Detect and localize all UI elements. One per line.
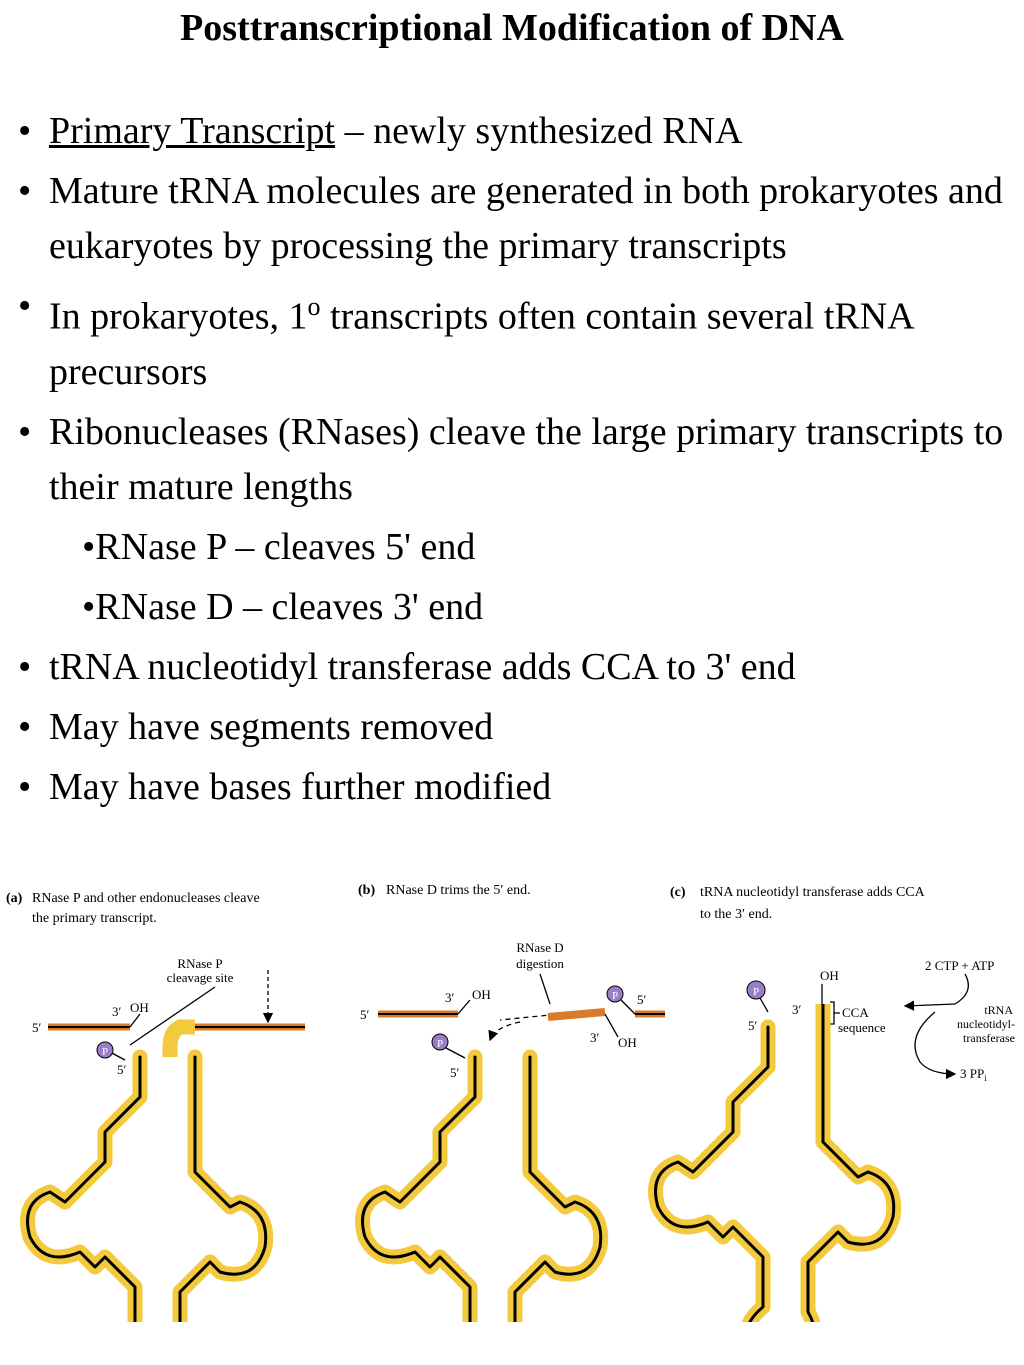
bullet-list	[18, 104, 1008, 815]
left-3-end: 3′	[445, 990, 455, 1005]
phosphate-trna-bond	[446, 1048, 465, 1058]
trna-5-end: 5′	[117, 1062, 127, 1077]
panel-b	[358, 883, 665, 1322]
primary-oh: OH	[130, 1000, 149, 1015]
digestion-pointer	[540, 974, 550, 1004]
right-oh: OH	[618, 1035, 637, 1050]
trna-5-end-b: 5′	[450, 1065, 460, 1080]
right-5-end: 5′	[637, 992, 647, 1007]
product-label: 3 $PP_i$	[960, 1066, 987, 1083]
panel-c-caption-line2: to the 3′ end.	[700, 907, 773, 922]
cca-label-line2: sequence	[838, 1020, 886, 1035]
panel-c	[656, 885, 1016, 1322]
panel-b-caption-line1: RNase D trims the 5′ end.	[386, 883, 531, 898]
trna-3-end-c: 3′	[792, 1002, 802, 1017]
oh-bond	[130, 1014, 140, 1027]
bullet-bases	[18, 760, 1008, 815]
rnase-d-label-line2: digestion	[516, 956, 564, 971]
enzyme-label-line2: nucleotidyl-	[957, 1017, 1015, 1031]
panel-a-caption-line1: RNase P and other endonucleases cleave	[32, 891, 260, 906]
primary-3-end: 3′	[112, 1004, 122, 1019]
primary-5-end: 5′	[32, 1020, 42, 1035]
bullet-text: May have bases further modified	[49, 765, 552, 808]
bullet-cca	[18, 640, 1008, 695]
trna-5-end-c: 5′	[748, 1018, 758, 1033]
phosphate-c-label: P	[752, 986, 760, 998]
panel-a	[6, 891, 305, 1322]
bullet-ribonucleases	[18, 405, 1008, 515]
bullet-text: Ribonucleases (RNases) cleave the large primary transcripts to their mature lengths	[49, 410, 1004, 508]
bullet-term: Primary Transcript	[49, 110, 336, 152]
substrate-arrow	[905, 974, 968, 1006]
phosphate-label: P	[101, 1046, 109, 1058]
cca-oh: OH	[820, 968, 839, 983]
trna-processing-figure	[0, 862, 1024, 1322]
rnase-d-label-line1: RNase D	[516, 940, 564, 955]
trna-cloverleaf-c	[656, 1027, 894, 1322]
enzyme-label-line3: transferase	[963, 1031, 1015, 1045]
bullet-text: – newly synthesized RNA	[335, 110, 743, 152]
rnase-p-site-label-line1: RNase P	[177, 956, 223, 971]
trailer-segment-b	[548, 1012, 605, 1017]
bullet-text: May have segments removed	[49, 705, 494, 748]
left-5-end: 5′	[360, 1007, 370, 1022]
bullet-text: •RNase P – cleaves 5' end	[82, 525, 476, 568]
panel-c-letter: (c)	[670, 885, 686, 900]
product-arrow	[915, 1012, 955, 1074]
trna-cloverleaf-a	[28, 1057, 266, 1322]
left-oh-bond	[458, 1000, 470, 1014]
substrates-label: 2 CTP + ATP	[925, 958, 995, 973]
left-oh: OH	[472, 987, 491, 1002]
bullet-text: tRNA nucleotidyl transferase adds CCA to 3' end	[49, 645, 796, 688]
enzyme-label-line1: tRNA	[984, 1003, 1013, 1017]
bullet-text: In prokaryotes, 1	[49, 295, 308, 338]
bullet-superscript: o	[307, 292, 321, 321]
sub-bullet-rnase-p	[18, 520, 1008, 575]
panel-b-letter: (b)	[358, 883, 376, 898]
right-oh-bond	[605, 1014, 618, 1037]
cca-label-line1: CCA	[842, 1005, 869, 1020]
phosphate-c-bond	[760, 998, 768, 1012]
bullet-mature-trna	[18, 164, 1008, 274]
bullet-text: transcripts often contain several tRNA precursors	[49, 295, 913, 393]
slide-title: Posttranscriptional Modification of DNA	[180, 7, 844, 49]
sub-bullet-rnase-d	[18, 580, 1008, 635]
rnase-p-site-label-line2: cleavage site	[166, 970, 234, 985]
right-3-end: 3′	[590, 1030, 600, 1045]
bullet-segments	[18, 700, 1008, 755]
digestion-arrow	[490, 1022, 520, 1040]
bullet-text: •RNase D – cleaves 3' end	[82, 585, 484, 628]
trna-cloverleaf-b	[363, 1057, 601, 1322]
phosphate-right-label: P	[611, 990, 619, 1002]
bullet-text: Mature tRNA molecules are generated in both prokaryotes and eukaryotes by processing the primary transcripts	[49, 170, 1003, 267]
panel-c-caption-line1: tRNA nucleotidyl transferase adds CCA	[700, 885, 925, 900]
panel-a-letter: (a)	[6, 891, 23, 906]
phosphate-right-bond	[621, 1000, 635, 1014]
bullet-prokaryotes	[18, 279, 1008, 400]
bullet-primary-transcript	[18, 104, 1008, 159]
phosphate-trna-label: P	[436, 1038, 444, 1050]
panel-a-caption-line2: the primary transcript.	[32, 911, 157, 926]
